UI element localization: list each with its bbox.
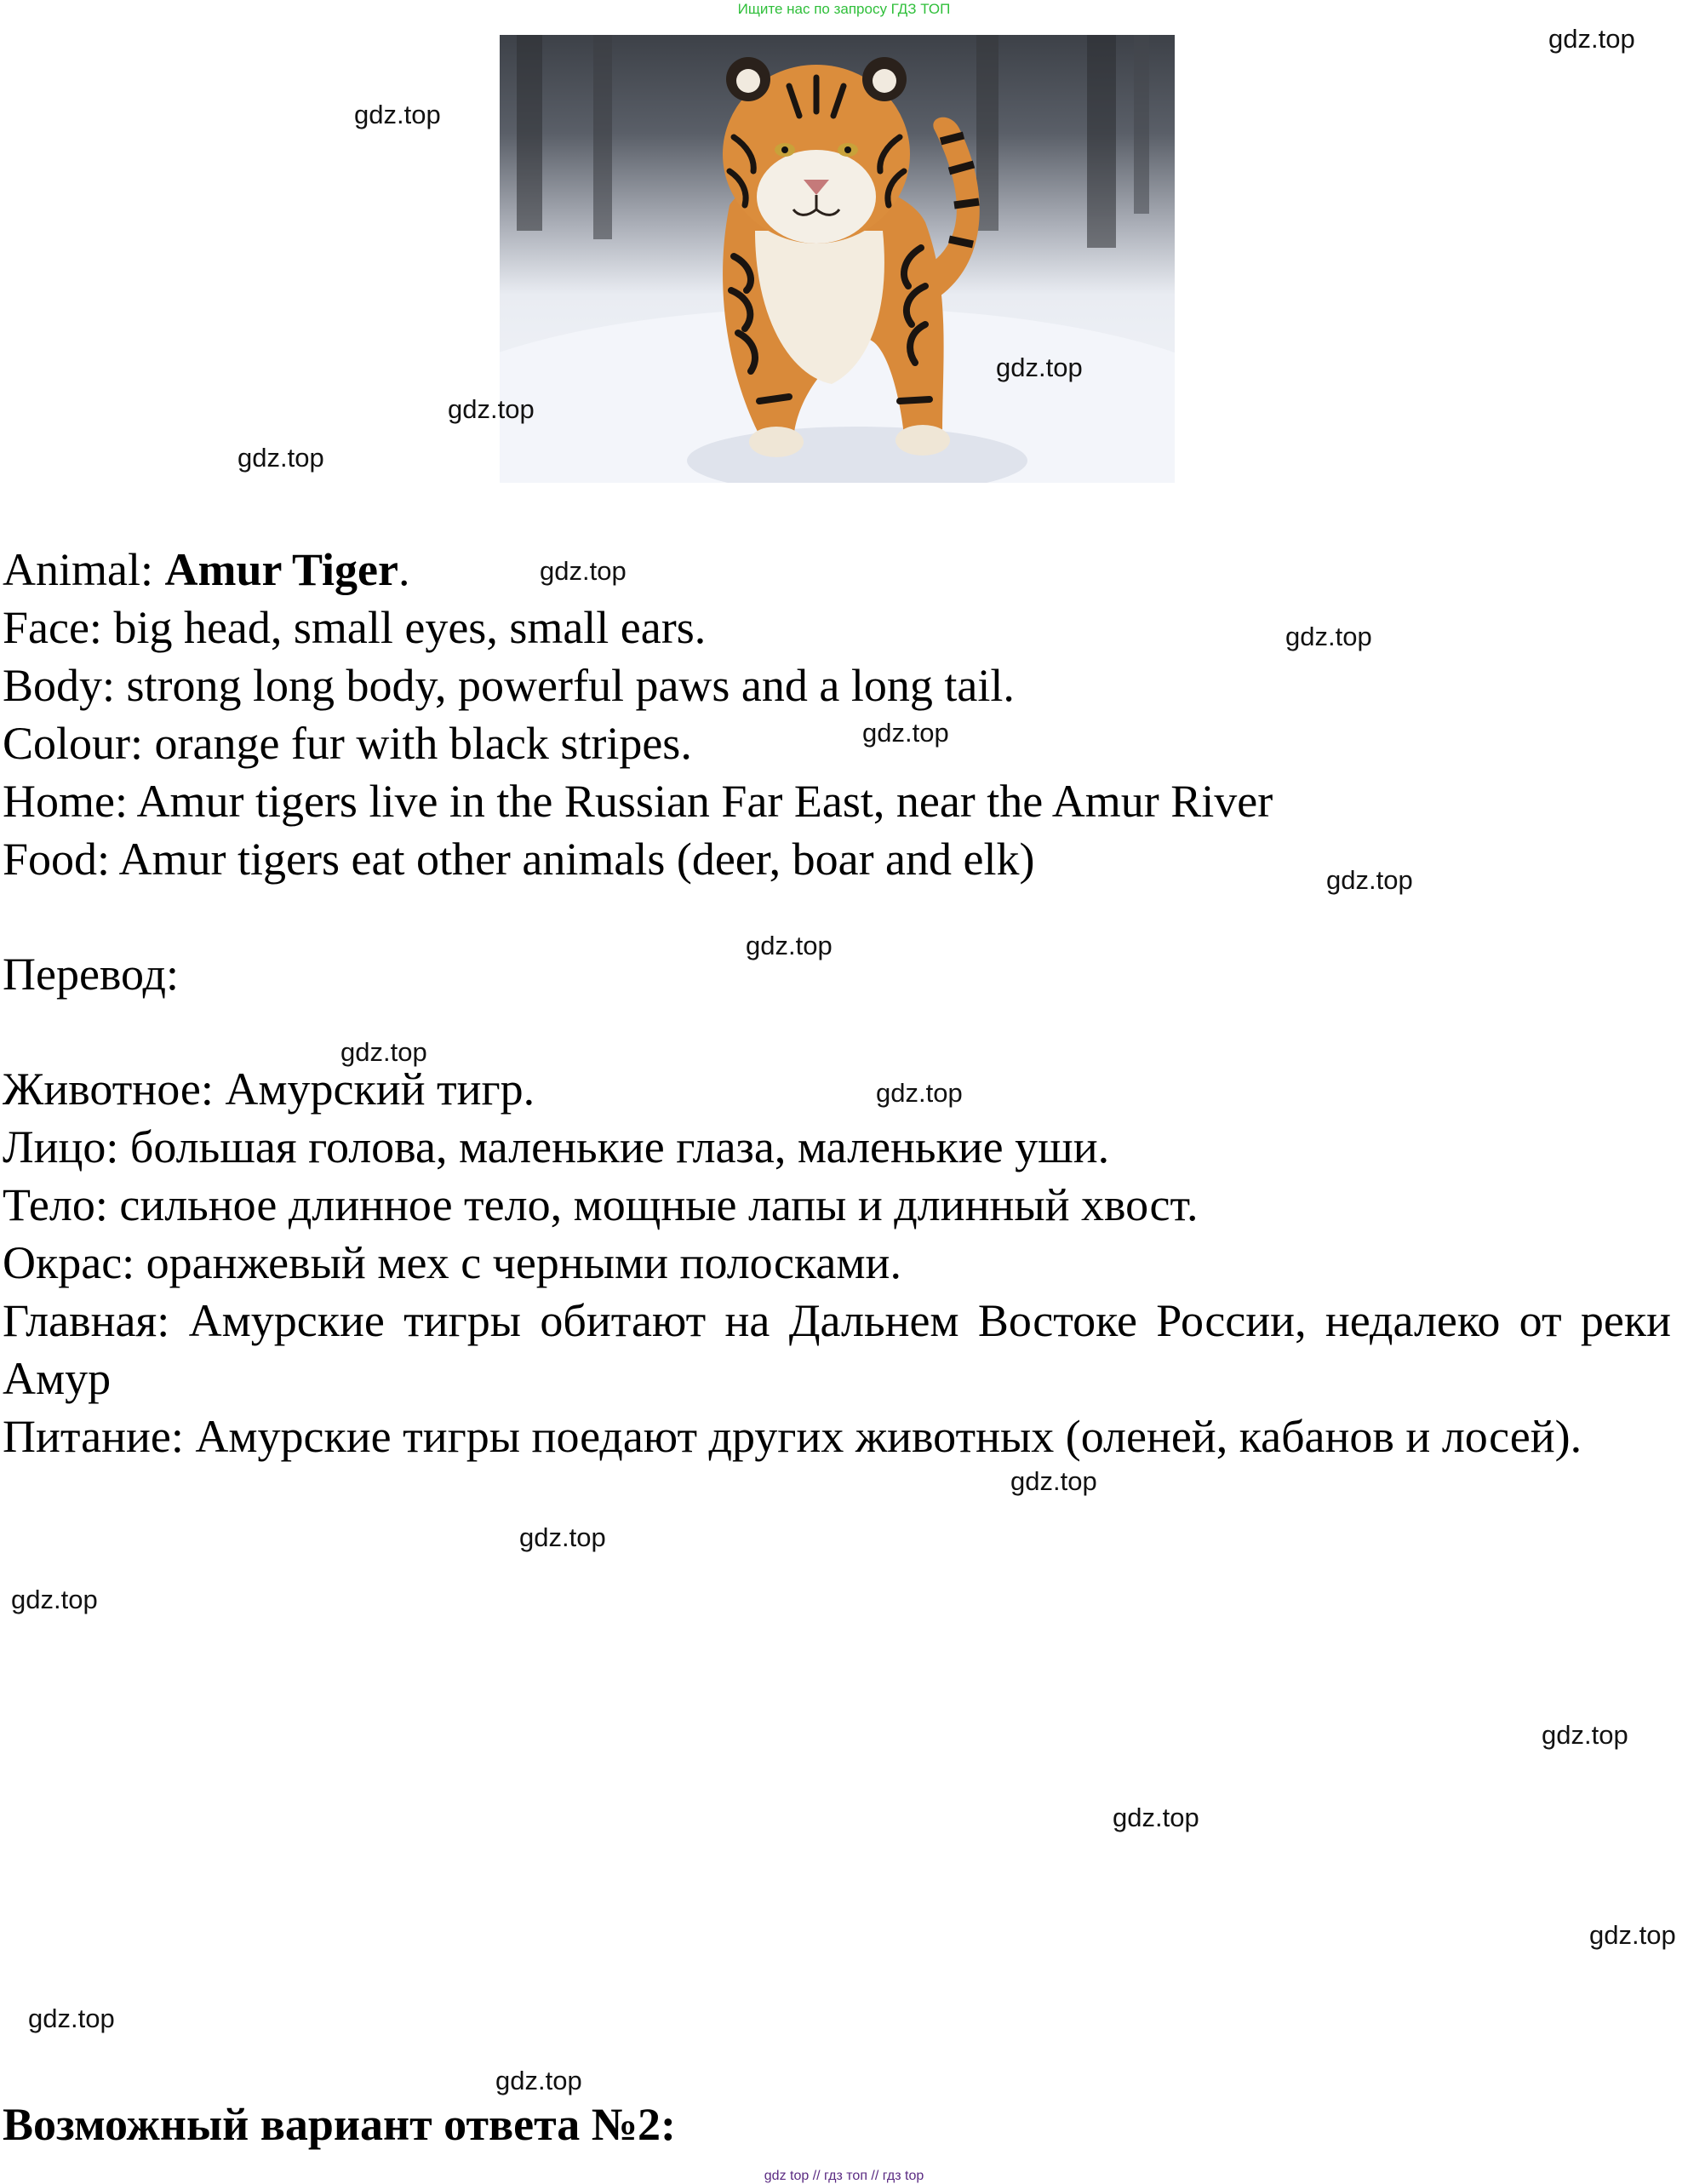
- colour-line: Colour: orange fur with black stripes.: [3, 718, 692, 769]
- watermark: gdz.top: [448, 394, 535, 424]
- watermark: gdz.top: [340, 1037, 427, 1067]
- watermark: gdz.top: [1589, 1920, 1676, 1950]
- watermark: gdz.top: [996, 353, 1083, 382]
- watermark: gdz.top: [540, 556, 627, 586]
- animal-period: .: [398, 544, 410, 595]
- answer-2-heading: Возможный вариант ответа №2:: [3, 2099, 677, 2150]
- colour-ru-line: Окрас: оранжевый мех с черными полосками.: [3, 1237, 901, 1288]
- animal-ru-line: Животное: Амурский тигр.: [3, 1063, 535, 1115]
- english-description: [3, 541, 1273, 888]
- food-ru-line: Питание: Амурские тигры поедают других животных (оленей, кабанов и лосей).: [3, 1411, 1582, 1462]
- watermark: gdz.top: [1548, 24, 1635, 54]
- tiger-illustration: [500, 35, 1175, 483]
- watermark: gdz.top: [495, 2066, 582, 2095]
- body-ru-line: Тело: сильное длинное тело, мощные лапы и длинный хвост.: [3, 1179, 1199, 1230]
- watermark: gdz.top: [1010, 1466, 1097, 1496]
- food-line: Food: Amur tigers eat other animals (deer, boar and elk): [3, 834, 1035, 885]
- animal-label: Animal:: [3, 544, 165, 595]
- home-ru-line: Главная: Амурские тигры обитают на Дальнем Востоке России, недалеко от реки Амур: [3, 1295, 1671, 1404]
- watermark: gdz.top: [1326, 865, 1413, 895]
- russian-translation: [3, 1060, 1671, 1465]
- translation-heading: Перевод:: [3, 949, 179, 1000]
- watermark: gdz.top: [876, 1078, 963, 1108]
- watermark: gdz.top: [28, 2003, 115, 2033]
- home-line: Home: Amur tigers live in the Russian Far East, near the Amur River: [3, 776, 1273, 827]
- amur-tiger-photo: [500, 35, 1175, 483]
- watermark: gdz.top: [1285, 622, 1372, 651]
- body-line: Body: strong long body, powerful paws and a long tail.: [3, 660, 1015, 711]
- top-banner: Ищите нас по запросу ГДЗ ТОП: [737, 1, 951, 17]
- watermark: gdz.top: [746, 931, 833, 960]
- face-ru-line: Лицо: большая голова, маленькие глаза, маленькие уши.: [3, 1121, 1110, 1172]
- watermark: gdz.top: [237, 443, 324, 473]
- watermark: gdz.top: [1542, 1720, 1628, 1750]
- animal-line: [3, 541, 1273, 599]
- watermark: gdz.top: [11, 1585, 98, 1614]
- watermark: gdz.top: [519, 1522, 606, 1552]
- face-line: Face: big head, small eyes, small ears.: [3, 602, 707, 653]
- animal-name: Amur Tiger: [164, 544, 398, 595]
- watermark: gdz.top: [862, 718, 949, 748]
- watermark: gdz.top: [354, 100, 441, 129]
- footer-links[interactable]: gdz top // гдз топ // гдз top: [764, 2169, 924, 2183]
- watermark: gdz.top: [1113, 1803, 1199, 1832]
